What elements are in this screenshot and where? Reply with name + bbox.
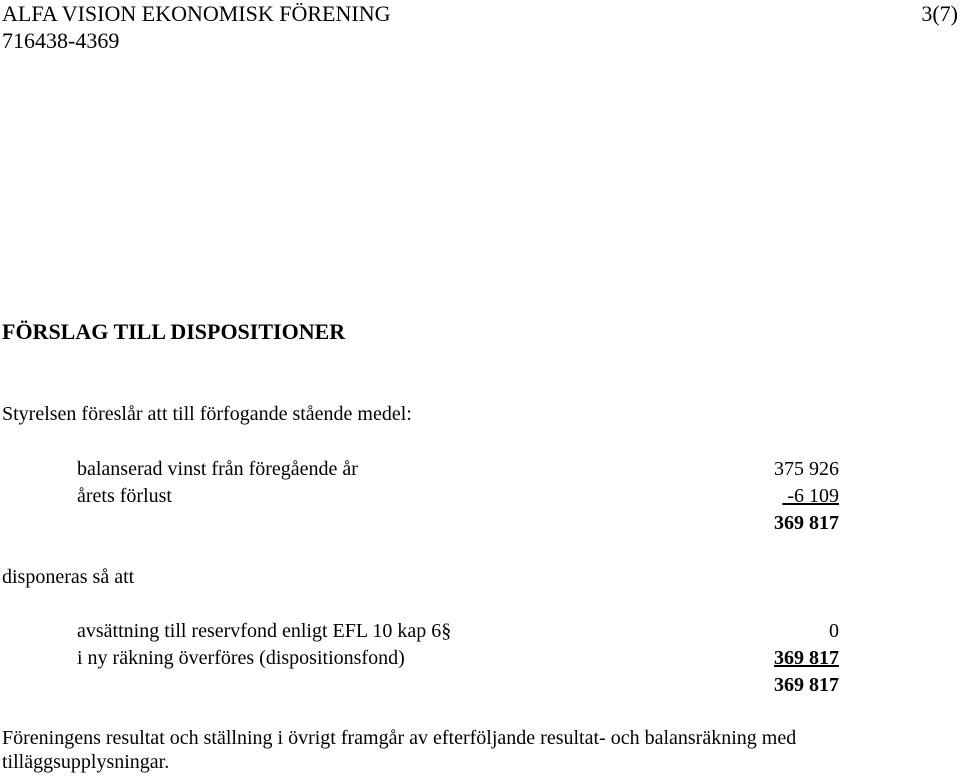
section-sign-icon: § bbox=[441, 620, 452, 642]
dispositions-total: 369 817 bbox=[774, 674, 839, 696]
underline-pad bbox=[765, 484, 787, 508]
section-title: FÖRSLAG TILL DISPOSITIONER bbox=[2, 319, 346, 344]
intro-text: Styrelsen föreslår att till förfogande stående medel: bbox=[2, 403, 412, 425]
fund-label-retained-earnings: balanserad vinst från föregående år bbox=[77, 458, 358, 480]
fund-label-year-loss: årets förlust bbox=[77, 485, 172, 507]
disposition-label-carried-forward: i ny räkning överföres (dispositionsfond) bbox=[77, 647, 405, 669]
disposition-intro: disponeras så att bbox=[2, 566, 135, 588]
fund-amount-year-loss-value: -6 109 bbox=[787, 485, 839, 507]
disposition-amount-reserve-fund: 0 bbox=[829, 620, 839, 642]
disposition-amount-carried-forward: 369 817 bbox=[774, 647, 839, 669]
disposition-label-reserve-fund-text: avsättning till reservfond enligt EFL 10 kap 6 bbox=[77, 620, 442, 642]
organization-number: 716438-4369 bbox=[2, 28, 120, 53]
organization-name: ALFA VISION EKONOMISK FÖRENING bbox=[2, 1, 391, 26]
funds-total: 369 817 bbox=[774, 512, 839, 534]
fund-amount-retained-earnings: 375 926 bbox=[774, 458, 839, 480]
closing-text: Föreningens resultat och ställning i övrigt framgår av efterföljande resultat- och balansräkning med tilläggsupplysningar. bbox=[2, 727, 797, 773]
page-indicator: 3(7) bbox=[921, 1, 958, 26]
fund-amount-year-loss bbox=[765, 484, 839, 508]
disposition-label-reserve-fund bbox=[77, 619, 451, 643]
